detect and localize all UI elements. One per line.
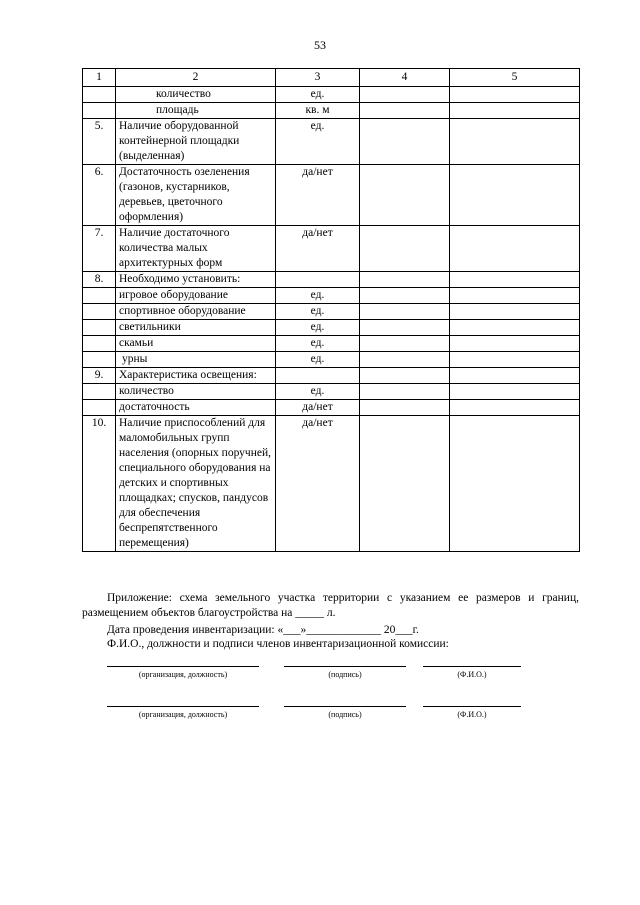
fio-line (423, 706, 521, 707)
organization-line (107, 666, 259, 667)
row-note-cell (450, 87, 580, 103)
row-unit: ед. (276, 352, 360, 368)
table-row (83, 352, 580, 368)
row-label: Необходимо установить: (116, 272, 276, 288)
table-row (83, 304, 580, 320)
row-number (83, 352, 116, 368)
organization-line (107, 706, 259, 707)
row-value-cell (360, 368, 450, 384)
fio-caption: (Ф.И.О.) (457, 710, 487, 719)
row-label: светильники (116, 320, 276, 336)
row-unit: ед. (276, 87, 360, 103)
row-note-cell (450, 400, 580, 416)
row-label: количество (116, 87, 276, 103)
row-number (83, 384, 116, 400)
fio-line (423, 666, 521, 667)
row-value-cell (360, 336, 450, 352)
table-row (83, 272, 580, 288)
row-unit: да/нет (276, 226, 360, 272)
row-unit: ед. (276, 288, 360, 304)
row-value-cell (360, 384, 450, 400)
row-number: 8. (83, 272, 116, 288)
signature-row (0, 706, 640, 726)
column-header: 5 (450, 69, 580, 87)
row-number (83, 400, 116, 416)
row-unit: да/нет (276, 416, 360, 552)
row-number: 10. (83, 416, 116, 552)
row-note-cell (450, 416, 580, 552)
signature-caption: (подпись) (328, 670, 362, 679)
row-value-cell (360, 87, 450, 103)
row-number: 5. (83, 119, 116, 165)
row-number (83, 103, 116, 119)
row-number (83, 304, 116, 320)
row-label: спортивное оборудование (116, 304, 276, 320)
column-header: 2 (116, 69, 276, 87)
row-number: 6. (83, 165, 116, 226)
row-value-cell (360, 272, 450, 288)
signature-row (0, 666, 640, 686)
table-row (83, 400, 580, 416)
row-label: Наличие приспособлений для маломобильных групп населения (опорных поручней, специального оборудования на детских и спортивных площадках; спусков, пандусов для обеспечения беспрепятственного перемещения) (116, 416, 276, 552)
row-note-cell (450, 304, 580, 320)
column-header: 4 (360, 69, 450, 87)
organization-caption: (организация, должность) (138, 710, 228, 719)
row-note-cell (450, 103, 580, 119)
row-value-cell (360, 165, 450, 226)
row-number: 7. (83, 226, 116, 272)
appendix-note: Приложение: схема земельного участка территории с указанием ее размеров и границ, размещением объектов благоустройства на _____ л. (82, 592, 579, 619)
table-row (83, 103, 580, 119)
table-row (83, 288, 580, 304)
table-row (83, 416, 580, 552)
row-number (83, 336, 116, 352)
row-value-cell (360, 320, 450, 336)
row-unit: ед. (276, 336, 360, 352)
column-header: 1 (83, 69, 116, 87)
table-row (83, 165, 580, 226)
row-unit (276, 368, 360, 384)
row-note-cell (450, 320, 580, 336)
row-label: площадь (116, 103, 276, 119)
fio-caption: (Ф.И.О.) (457, 670, 487, 679)
table-row (83, 384, 580, 400)
inventory-table (82, 68, 580, 552)
row-value-cell (360, 119, 450, 165)
row-value-cell (360, 103, 450, 119)
organization-caption: (организация, должность) (138, 670, 228, 679)
row-unit: ед. (276, 320, 360, 336)
row-label: Характеристика освещения: (116, 368, 276, 384)
row-note-cell (450, 368, 580, 384)
table-row (83, 336, 580, 352)
row-number (83, 288, 116, 304)
row-value-cell (360, 400, 450, 416)
row-label: урны (116, 352, 276, 368)
row-label: скамьи (116, 336, 276, 352)
signature-line (284, 706, 406, 707)
signature-caption: (подпись) (328, 710, 362, 719)
row-label: количество (116, 384, 276, 400)
row-label: Наличие достаточного количества малых архитектурных форм (116, 226, 276, 272)
row-unit: кв. м (276, 103, 360, 119)
table-row (83, 226, 580, 272)
row-number (83, 320, 116, 336)
row-value-cell (360, 416, 450, 552)
column-header: 3 (276, 69, 360, 87)
row-number: 9. (83, 368, 116, 384)
row-note-cell (450, 336, 580, 352)
inventory-date-line: Дата проведения инвентаризации: «___»_____________ 20___г. (107, 624, 419, 636)
row-note-cell (450, 119, 580, 165)
row-value-cell (360, 352, 450, 368)
row-label: игровое оборудование (116, 288, 276, 304)
row-unit: да/нет (276, 165, 360, 226)
table-row (83, 119, 580, 165)
row-note-cell (450, 288, 580, 304)
table-header-row (83, 69, 580, 87)
table-row (83, 320, 580, 336)
row-value-cell (360, 288, 450, 304)
row-unit: ед. (276, 119, 360, 165)
row-value-cell (360, 304, 450, 320)
row-label: Наличие оборудованной контейнерной площадки (выделенная) (116, 119, 276, 165)
commission-members-label: Ф.И.О., должности и подписи членов инвентаризационной комиссии: (107, 638, 449, 650)
row-label: достаточность (116, 400, 276, 416)
row-note-cell (450, 272, 580, 288)
table-row (83, 87, 580, 103)
row-value-cell (360, 226, 450, 272)
row-unit (276, 272, 360, 288)
row-unit: ед. (276, 304, 360, 320)
page-number: 53 (314, 38, 326, 52)
table-row (83, 368, 580, 384)
signature-line (284, 666, 406, 667)
row-note-cell (450, 384, 580, 400)
row-label: Достаточность озеленения (газонов, кустарников, деревьев, цветочного оформления) (116, 165, 276, 226)
row-note-cell (450, 352, 580, 368)
row-unit: да/нет (276, 400, 360, 416)
row-number (83, 87, 116, 103)
row-note-cell (450, 165, 580, 226)
row-note-cell (450, 226, 580, 272)
row-unit: ед. (276, 384, 360, 400)
